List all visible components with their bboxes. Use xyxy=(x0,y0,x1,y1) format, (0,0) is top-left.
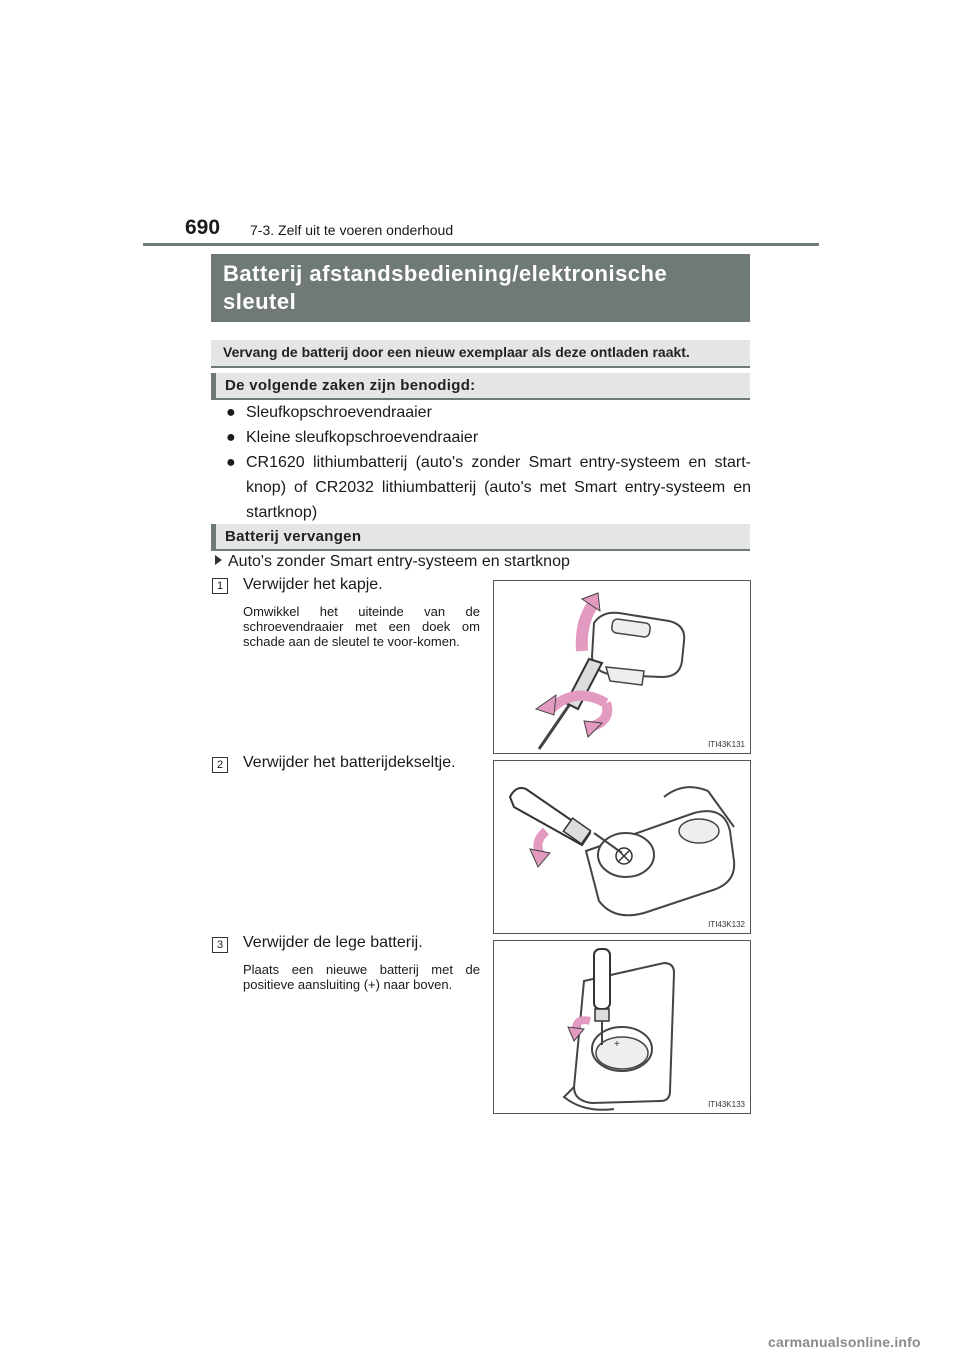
step-text: Verwijder het batterijdekseltje. xyxy=(243,754,456,771)
replace-heading-band xyxy=(211,524,750,551)
bullet-icon: ● xyxy=(226,429,236,446)
step-number: 1 xyxy=(212,578,228,594)
figure-remove-cover xyxy=(493,580,751,754)
intro-band xyxy=(211,340,750,368)
step-note: Plaats een nieuwe batterij met de positieve aansluiting (+) naar boven. xyxy=(243,962,480,992)
step-number: 2 xyxy=(212,757,228,773)
title-band xyxy=(211,254,750,322)
figure-remove-battery-cover xyxy=(493,760,751,934)
section-reference: 7-3. Zelf uit te voeren onderhoud xyxy=(250,222,454,238)
bullet-icon: ● xyxy=(226,454,236,471)
intro-text: Vervang de batterij door een nieuw exemplaar als deze ontladen raakt. xyxy=(223,344,690,360)
condition-line: Auto's zonder Smart entry-systeem en startknop xyxy=(215,553,570,571)
figure-code: ITI43K133 xyxy=(708,1100,745,1109)
key-screwdriver-illustration xyxy=(494,581,750,753)
bullet-icon: ● xyxy=(226,404,236,421)
step-text: Verwijder het kapje. xyxy=(243,576,383,593)
replace-heading: Batterij vervangen xyxy=(225,528,362,545)
open-key-illustration xyxy=(494,761,750,933)
page-title: Batterij afstandsbediening/elektronische sleutel xyxy=(223,261,668,314)
page-number: 690 xyxy=(185,216,221,239)
watermark: carmanualsonline.info xyxy=(768,1334,921,1350)
required-heading-band xyxy=(211,373,750,400)
battery-removal-illustration xyxy=(494,941,750,1113)
figure-code: ITI43K132 xyxy=(708,920,745,929)
plus-mark: + xyxy=(614,1039,620,1050)
triangle-arrow-icon xyxy=(215,555,222,565)
header-divider xyxy=(143,243,819,246)
required-heading: De volgende zaken zijn benodigd: xyxy=(225,377,476,394)
figure-remove-battery xyxy=(493,940,751,1114)
figure-code: ITI43K131 xyxy=(708,740,745,749)
step-text: Verwijder de lege batterij. xyxy=(243,934,423,951)
step-note: Omwikkel het uiteinde van de schroevendraaier met een doek om schade aan de sleutel te voor-komen. xyxy=(243,604,480,649)
step-number: 3 xyxy=(212,937,228,953)
